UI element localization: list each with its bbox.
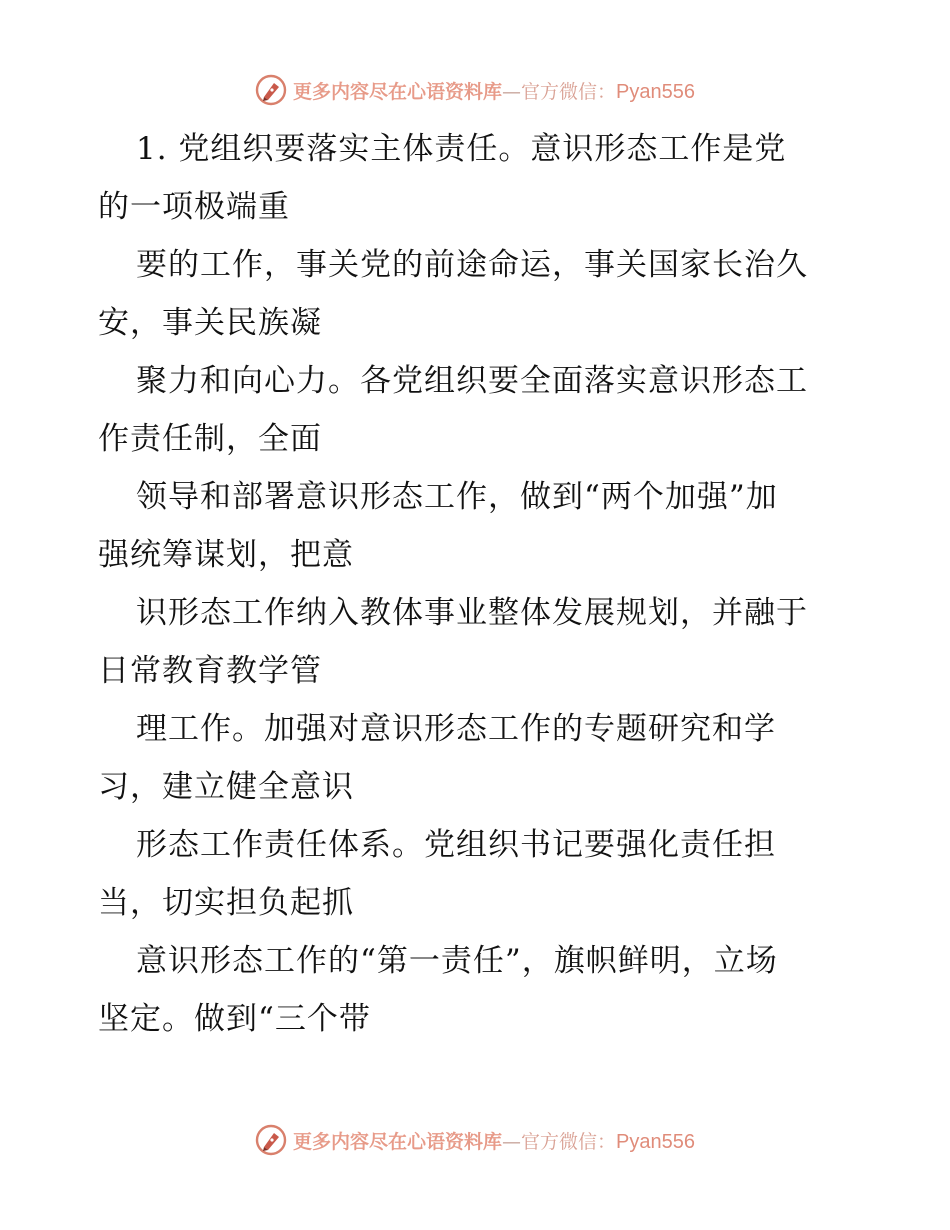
watermark-dash: — [502, 80, 522, 103]
text-line: 日常教育教学管 [98, 653, 322, 689]
watermark-text [293, 77, 695, 104]
text-line: 习，建立健全意识 [98, 769, 354, 805]
watermark-main-text: 更多内容尽在心语资料库 [293, 1130, 503, 1153]
text-line: 形态工作责任体系。党组织书记要强化责任担 [136, 827, 776, 863]
pen-nib-logo-icon [255, 74, 287, 106]
watermark-main-text: 更多内容尽在心语资料库 [293, 80, 503, 103]
text-line: 要的工作，事关党的前途命运，事关国家长治久 [136, 247, 808, 283]
footer-watermark [0, 1120, 950, 1160]
text-line: 当，切实担负起抓 [98, 885, 354, 921]
text-line: 1. 党组织要落实主体责任。意识形态工作是党 [136, 131, 787, 167]
text-line: 强统筹谋划，把意 [98, 537, 354, 573]
watermark-sub-text: 官方微信： [521, 80, 617, 103]
text-line: 坚定。做到“三个带 [98, 1001, 371, 1037]
text-line: 意识形态工作的“第一责任”，旗帜鲜明，立场 [136, 943, 778, 979]
watermark-wechat-id: Pyan556 [616, 80, 695, 103]
text-line: 理工作。加强对意识形态工作的专题研究和学 [136, 711, 776, 747]
pen-nib-logo-icon [255, 1124, 287, 1156]
text-line: 领导和部署意识形态工作，做到“两个加强”加 [136, 479, 778, 515]
text-line: 聚力和向心力。各党组织要全面落实意识形态工 [136, 363, 808, 399]
watermark-wechat-id: Pyan556 [616, 1130, 695, 1153]
paragraph [98, 120, 858, 1048]
watermark-dash: — [502, 1130, 522, 1153]
text-line: 作责任制，全面 [98, 421, 322, 457]
watermark-text [293, 1127, 695, 1154]
text-line: 的一项极端重 [98, 189, 290, 225]
header-watermark [0, 70, 950, 110]
document-body [98, 120, 858, 1048]
text-line: 识形态工作纳入教体事业整体发展规划，并融于 [136, 595, 808, 631]
watermark-sub-text: 官方微信： [521, 1130, 617, 1153]
text-line: 安，事关民族凝 [98, 305, 322, 341]
